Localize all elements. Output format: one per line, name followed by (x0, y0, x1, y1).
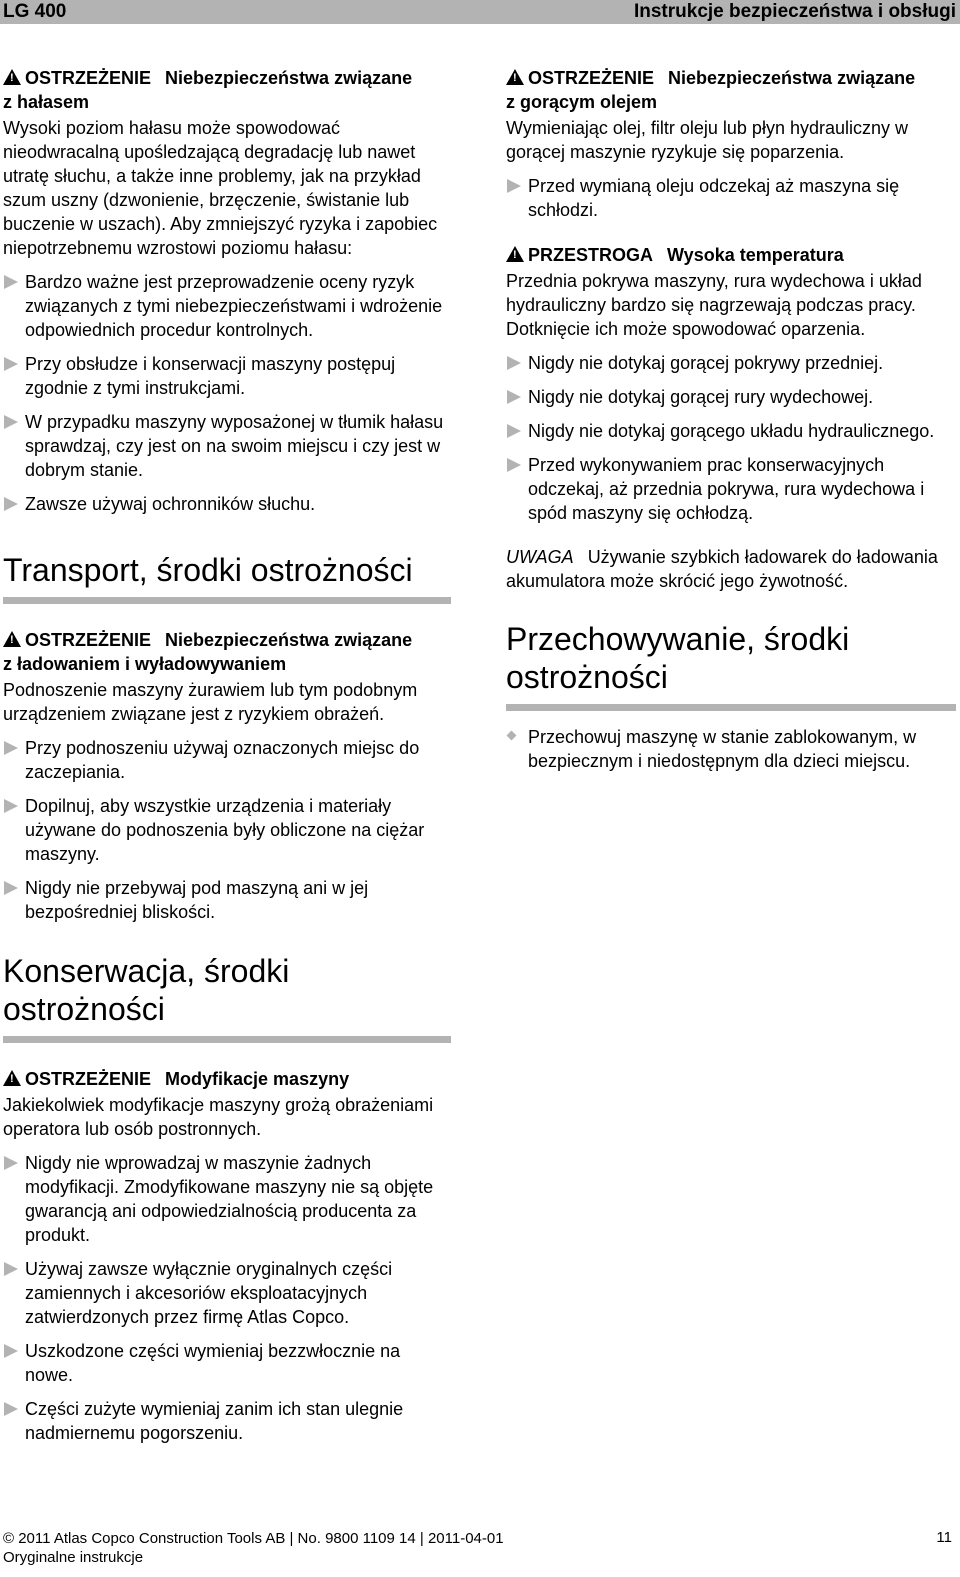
arrow-bullet-icon (4, 1402, 18, 1416)
arrow-bullet-icon (507, 458, 521, 472)
warning-label: OSTRZEŻENIE (25, 1069, 152, 1089)
list-item: Nigdy nie przebywaj pod maszyną ani w jej bezpośredniej bliskości. (3, 876, 451, 924)
model-name: LG 400 (3, 1, 67, 22)
hot-oil-warning (506, 66, 956, 222)
arrow-bullet-icon (507, 356, 521, 370)
arrow-bullet-icon (4, 799, 18, 813)
list-item: Przy podnoszeniu używaj oznaczonych miejsc do zaczepiania. (3, 736, 451, 784)
bullet-list (506, 351, 956, 525)
caution-heading: Wysoka temperatura (667, 245, 844, 265)
warning-title (3, 1067, 451, 1091)
warning-title (3, 66, 451, 114)
diamond-bullet-icon (507, 731, 517, 741)
list-item: Części zużyte wymieniaj zanim ich stan ulegnie nadmiernemu pogorszeniu. (3, 1397, 451, 1445)
warning-title (3, 628, 451, 676)
list-item: Przed wymianą oleju odczekaj aż maszyna się schłodzi. (506, 174, 956, 222)
warning-triangle-icon (3, 69, 21, 85)
warning-triangle-icon (506, 246, 524, 262)
section-title: Konserwacja, środki ostrożności (3, 953, 290, 1027)
section-title: Transport, środki ostrożności (3, 552, 413, 588)
maintenance-section (3, 952, 451, 1445)
bullet-list (3, 1151, 451, 1445)
warning-heading: Niebezpieczeństwa związane (165, 68, 413, 88)
bullet-list (506, 725, 956, 773)
list-item: Zawsze używaj ochronników słuchu. (3, 492, 451, 516)
page-number: 11 (936, 1529, 952, 1546)
arrow-bullet-icon (4, 497, 18, 511)
arrow-bullet-icon (4, 357, 18, 371)
section-title: Przechowywanie, środki ostrożności (506, 621, 850, 695)
section-name: Instrukcje bezpieczeństwa i obsługi (633, 1, 956, 22)
arrow-bullet-icon (507, 390, 521, 404)
warning-text: Wysoki poziom hałasu może spowodować nieodwracalną upośledzającą degradację lub nawet utratę słuchu, a także inne problemy, jak na przykład szum uszny (dzwonienie, brzęczenie, świstanie lub buczenie w uszach). Aby zmniejszyć ryzyka i zapobiec niepotrzebnemu wzrostowi poziomu hałasu: (3, 118, 438, 258)
warning-label: OSTRZEŻENIE (528, 68, 655, 88)
warning-heading-cont: z hałasem (3, 92, 90, 112)
arrow-bullet-icon (4, 1344, 18, 1358)
arrow-bullet-icon (4, 741, 18, 755)
warning-text: Jakiekolwiek modyfikacje maszyny grożą obrażeniami operatora lub osób postronnych. (3, 1095, 434, 1139)
warning-label: OSTRZEŻENIE (25, 68, 152, 88)
list-item: Nigdy nie wprowadzaj w maszynie żadnych modyfikacji. Zmodyfikowane maszyny nie są objęte gwarancją ani odpowiedzialnością producenta za produkt. (3, 1151, 451, 1247)
warning-text: Podnoszenie maszyny żurawiem lub tym podobnym urządzeniem związane jest z ryzykiem obrażeń. (3, 680, 418, 724)
warning-text: Wymieniając olej, filtr oleju lub płyn hydrauliczny w gorącej maszynie ryzykuje się poparzenia. (506, 118, 909, 162)
note-text: UWAGA Używanie szybkich ładowarek do ładowania akumulatora może skrócić jego żywotność. (506, 547, 938, 591)
caution-label: PRZESTROGA (528, 245, 654, 265)
caution-text: Przednia pokrywa maszyny, rura wydechowa i układ hydrauliczny bardzo się nagrzewają podczas pracy. Dotknięcie ich może spowodować oparzenia. (506, 271, 922, 339)
arrow-bullet-icon (4, 1262, 18, 1276)
list-item: Uszkodzone części wymieniaj bezzwłocznie na nowe. (3, 1339, 451, 1387)
warning-triangle-icon (3, 1070, 21, 1086)
warning-triangle-icon (506, 69, 524, 85)
arrow-bullet-icon (4, 275, 18, 289)
page-header (0, 0, 960, 24)
section-divider (3, 1036, 451, 1043)
warning-label: OSTRZEŻENIE (25, 630, 152, 650)
list-item: W przypadku maszyny wyposażonej w tłumik hałasu sprawdzaj, czy jest on na swoim miejscu i czy jest w dobrym stanie. (3, 410, 451, 482)
note (506, 545, 956, 593)
list-item: Używaj zawsze wyłącznie oryginalnych części zamiennych i akcesoriów eksploatacyjnych zatwierdzonych przez firmę Atlas Copco. (3, 1257, 451, 1329)
bullet-list (3, 270, 451, 516)
section-divider (506, 704, 956, 711)
list-item: Nigdy nie dotykaj gorącego układu hydraulicznego. (506, 419, 956, 443)
storage-section (506, 620, 956, 773)
list-item: Przed wykonywaniem prac konserwacyjnych odczekaj, aż przednia pokrywa, rura wydechowa i spód maszyny się ochłodzą. (506, 453, 956, 525)
section-divider (3, 597, 451, 604)
list-item: Nigdy nie dotykaj gorącej rury wydechowej. (506, 385, 956, 409)
warning-triangle-icon (3, 631, 21, 647)
caution-title (506, 243, 956, 267)
arrow-bullet-icon (4, 1156, 18, 1170)
original-instructions: Oryginalne instrukcje (3, 1549, 144, 1566)
arrow-bullet-icon (507, 424, 521, 438)
noise-warning (3, 66, 451, 516)
list-item: Dopilnuj, aby wszystkie urządzenia i materiały używane do podnoszenia były obliczone na ciężar maszyny. (3, 794, 451, 866)
warning-title (506, 66, 956, 114)
arrow-bullet-icon (4, 415, 18, 429)
warning-heading: Niebezpieczeństwa związane (668, 68, 916, 88)
list-item: Bardzo ważne jest przeprowadzenie oceny ryzyk związanych z tymi niebezpieczeństwami i wdrożenie odpowiednich procedur kontrolnych. (3, 270, 451, 342)
arrow-bullet-icon (507, 179, 521, 193)
transport-section (3, 551, 451, 924)
bullet-list (3, 736, 451, 924)
list-item: Przy obsłudze i konserwacji maszyny postępuj zgodnie z tymi instrukcjami. (3, 352, 451, 400)
warning-heading: Modyfikacje maszyny (165, 1069, 350, 1089)
note-label: UWAGA (506, 547, 574, 567)
warning-heading: Niebezpieczeństwa związane (165, 630, 413, 650)
bullet-list (506, 174, 956, 222)
arrow-bullet-icon (4, 881, 18, 895)
warning-heading-cont: z ładowaniem i wyładowywaniem (3, 654, 287, 674)
high-temp-caution (506, 243, 956, 525)
list-item: Nigdy nie dotykaj gorącej pokrywy przedniej. (506, 351, 956, 375)
list-item: Przechowuj maszynę w stanie zablokowanym, w bezpiecznym i niedostępnym dla dzieci miejscu. (506, 725, 956, 773)
page-footer (3, 1529, 504, 1567)
copyright-line: © 2011 Atlas Copco Construction Tools AB | No. 9800 1109 14 | 2011-04-01 (3, 1530, 504, 1547)
warning-heading-cont: z gorącym olejem (506, 92, 658, 112)
